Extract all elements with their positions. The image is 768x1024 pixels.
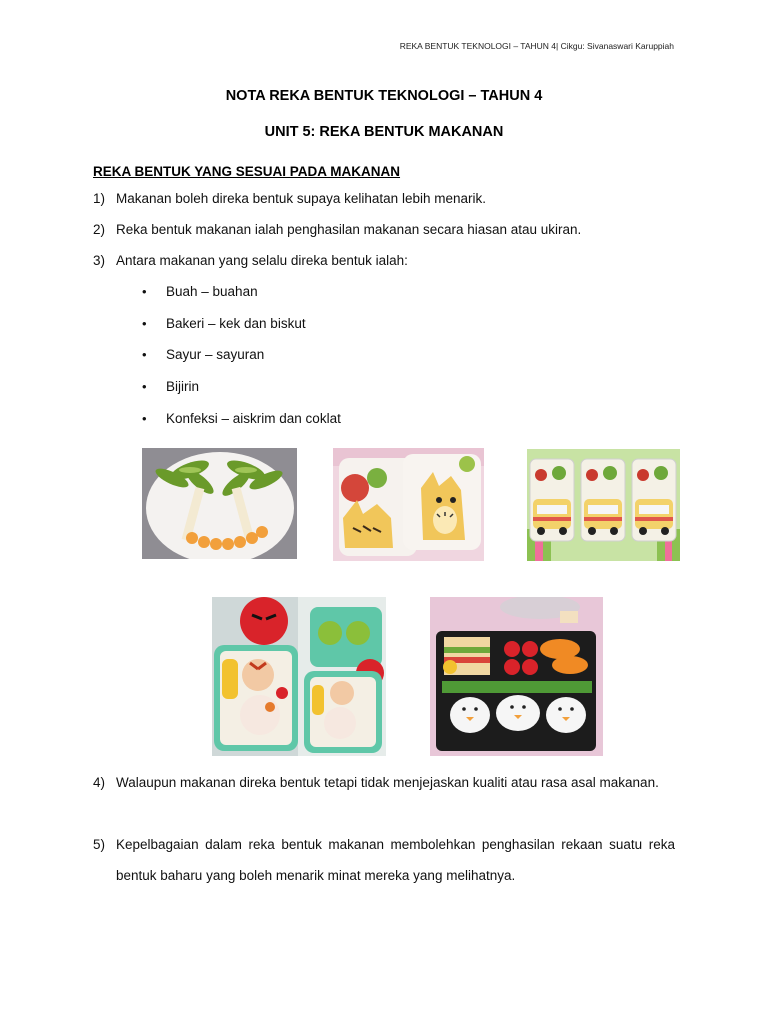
- point-text: Kepelbagaian dalam reka bentuk makanan membolehkan penghasilan rekaan suatu reka bentuk baharu yang boleh menarik minat mereka yang melihatnya.: [116, 837, 675, 883]
- point-number: 3): [93, 253, 106, 268]
- point-text: Walaupun makanan direka bentuk tetapi tidak menjejaskan kualiti atau rasa asal makanan.: [116, 775, 659, 790]
- bullet-item: [142, 347, 264, 362]
- totoro-bento-photo: [333, 448, 484, 561]
- bullet-text: Bakeri – kek dan biskut: [166, 316, 306, 331]
- point-text: Reka bentuk makanan ialah penghasilan makanan secara hiasan atau ukiran.: [116, 222, 582, 237]
- bullet-text: Bijirin: [166, 379, 200, 394]
- point-number: 4): [93, 775, 106, 790]
- point-number: 2): [93, 222, 106, 237]
- bullet-icon: •: [142, 379, 147, 394]
- bullet-text: Konfeksi – aiskrim dan coklat: [166, 411, 341, 426]
- angry-birds-bento-photo: [212, 597, 386, 756]
- bullet-item: [142, 284, 258, 299]
- bullet-icon: •: [142, 411, 147, 426]
- point-text: Antara makanan yang selalu direka bentuk ialah:: [116, 253, 408, 268]
- bullet-text: Buah – buahan: [166, 284, 258, 299]
- unit-title: UNIT 5: REKA BENTUK MAKANAN: [264, 124, 504, 140]
- bullet-item: [142, 411, 341, 426]
- point-3: [93, 253, 408, 268]
- point-5: [93, 829, 675, 891]
- section-heading: REKA BENTUK YANG SESUAI PADA MAKANAN: [93, 164, 401, 179]
- bullet-icon: •: [142, 347, 147, 362]
- page-title: NOTA REKA BENTUK TEKNOLOGI – TAHUN 4: [225, 88, 543, 104]
- bullet-item: [142, 379, 199, 394]
- point-1: [93, 191, 486, 206]
- page-header: REKA BENTUK TEKNOLOGI – TAHUN 4| Cikgu: Sivanaswari Karuppiah: [399, 41, 674, 51]
- bullet-item: [142, 316, 306, 331]
- tray-bento-photo: [430, 597, 603, 756]
- point-4: [93, 767, 675, 798]
- bus-bento-photo: [527, 449, 680, 561]
- point-2: [93, 222, 581, 237]
- bullet-text: Sayur – sayuran: [166, 347, 265, 362]
- point-number: 1): [93, 191, 106, 206]
- fruit-palm-tree-photo: [142, 448, 297, 559]
- bullet-icon: •: [142, 316, 147, 331]
- point-number: 5): [93, 837, 106, 852]
- bullet-icon: •: [142, 284, 147, 299]
- point-text: Makanan boleh direka bentuk supaya kelihatan lebih menarik.: [116, 191, 486, 206]
